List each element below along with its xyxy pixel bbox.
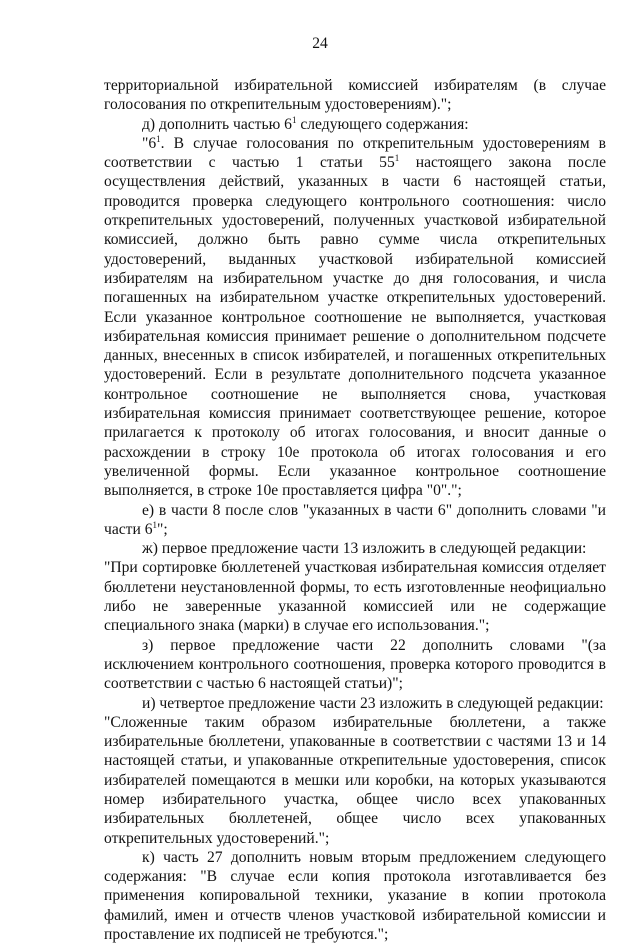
page-number: 24: [312, 35, 328, 52]
paragraph-continuation: территориальной избирательной комиссией избирателям (в случае голосования по открепительным удостоверениям).";: [104, 77, 606, 114]
paragraph-item-z: з) первое предложение части 22 дополнить словами "(за исключением контрольного соотношения, проверка которого проводится в соответствии с частью 6 настоящей статьи)";: [104, 636, 606, 693]
document-body: [104, 76, 606, 944]
paragraph-item-k: к) часть 27 дополнить новым вторым предложением следующего содержания: "В случае если копия протокола изготавливается без применения копировальной техники, указание в копии протокола фамилий, имен и отчеств членов участковой избирательной комиссии и проставление их подписей не требуются.";: [104, 848, 606, 944]
paragraph-part-6-1-text: "$6^1$. В случае голосования по открепительным удостоверениям в соответствии с частью 1 статьи $55^1$ настоящего закона после осуществления действий, указанных в части 6 настоящей статьи, проводится проверка следующего контрольного соотношения: число открепительных удостоверений, полученных участковой избирательной комиссией, должно быть равно сумме числа открепительных удостоверений, выданных участковой избирательной комиссией избирателям на избирательном участке до дня голосования, и числа погашенных на избирательном участке открепительных удостоверений. Если указанное контрольное соотношение не выполняется, участковая избирательная комиссия принимает решение о дополнительном подсчете данных, внесенных в список избирателей, и погашенных открепительных удостоверений. Если в результате дополнительного подсчета указанное контрольное соотношение не выполняется снова, участковая избирательная комиссия принимает соответствующее решение, которое прилагается к протоколу об итогах голосования, и вносит данные о расхождении в строку 10е протокола об итогах голосования и его увеличенной формы. Если указанное контрольное соотношение выполняется, в строке 10е проставляется цифра "0".";: [104, 133, 606, 500]
paragraph-item-d: д) дополнить частью $6^1$ следующего содержания:: [142, 114, 469, 133]
paragraph-part-23-text: "Сложенные таким образом избирательные бюллетени, а также избирательные бюллетени, упакованные в соответствии с частями 13 и 14 настоящей статьи, и упакованные открепительные удостоверения, список избирателей помещаются в мешки или коробки, на которых указываются номер избирательного участка, общее число всех упакованных избирательных бюллетеней, общее число всех упакованных открепительных удостоверений.";: [104, 713, 606, 847]
paragraph-item-i: и) четвертое предложение части 23 изложить в следующей редакции:: [142, 694, 604, 712]
paragraph-item-e: е) в части 8 после слов "указанных в части 6" дополнить словами "и части $6^1$";: [104, 501, 606, 538]
paragraph-part-13-text: "При сортировке бюллетеней участковая избирательная комиссия отделяет бюллетени неустановленной формы, то есть изготовленные неофициально либо не заверенные указанной комиссией или не содержащие специального знака (марки) в случае его использования.";: [104, 559, 606, 635]
paragraph-item-zh: ж) первое предложение части 13 изложить в следующей редакции:: [142, 540, 587, 558]
